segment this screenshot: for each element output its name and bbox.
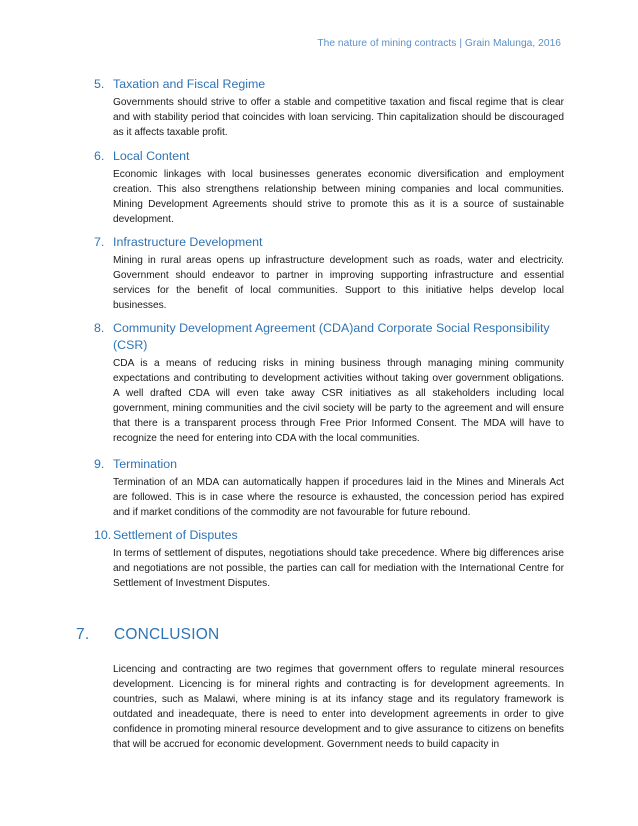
- section-heading-conclusion: [76, 626, 219, 644]
- item-title: Taxation and Fiscal Regime: [113, 77, 266, 91]
- list-item-infrastructure: [94, 234, 564, 313]
- item-title: Termination: [113, 457, 178, 471]
- item-number: 10.: [94, 528, 112, 542]
- section-number: 7.: [76, 626, 90, 643]
- list-item-local-content: [94, 148, 564, 227]
- item-title: Infrastructure Development: [113, 235, 263, 249]
- item-body: CDA is a means of reducing risks in mining business through managing mining community expectations and contributing to development activities without taking over government obligations. A well drafted CDA will even take away CSR initiatives as all stakeholders including local government, mining communities and the civil society will be party to the agreement and will ensure that there is a transparent process through Free Prior Informed Consent. The MDA will have to recognize the need for entering into CDA with the local communities.: [113, 358, 564, 444]
- section-title: CONCLUSION: [114, 626, 220, 643]
- list-item-disputes: [94, 527, 564, 591]
- item-number: 5.: [94, 77, 105, 91]
- item-title: Community Development Agreement (CDA)and Corporate Social Responsibility (CSR): [113, 321, 550, 352]
- item-heading: [94, 456, 564, 473]
- list-item-taxation: [94, 76, 564, 140]
- item-title: Settlement of Disputes: [113, 528, 238, 542]
- item-body: Termination of an MDA can automatically happen if procedures laid in the Mines and Minerals Act are followed. This is in case where the resource is exhausted, the concession period has expired and if market conditions of the commodity are not favourable for future rebound.: [113, 477, 564, 518]
- item-body: Economic linkages with local businesses generates economic diversification and employment creation. This also strengthens relationship between mining companies and local communities. Mining Development Agreements should strive to promote this as it is a source of sustainable development.: [113, 169, 564, 225]
- list-item-cda-csr: [94, 320, 564, 446]
- item-heading: [94, 527, 564, 544]
- conclusion-body: Licencing and contracting are two regimes that government offers to regulate mineral resources development. Licencing is for mineral rights and contracting is for development agreements. In countries, such as Malawi, where mining is at its infancy stage and its regulatory framework is outdated and ineadequate, there is need to enter into development agreements in order to give confidence in promoting mineral resource development and to give assurance to citizens on benefits that will be accrued for economic development. Government needs to build capacity in: [113, 664, 564, 750]
- item-heading: [94, 320, 564, 354]
- item-number: 8.: [94, 321, 105, 335]
- item-body: In terms of settlement of disputes, negotiations should take precedence. Where big differences arise and negotiations are not possible, the parties can call for mediation with the International Centre for Settlement of Investment Disputes.: [113, 548, 564, 589]
- item-heading: [94, 148, 564, 165]
- item-body: Governments should strive to offer a stable and competitive taxation and fiscal regime that is clear and with stability period that coincides with loan servicing. Thin capitalization should be discouraged as it affects taxable profit.: [113, 97, 564, 138]
- item-number: 6.: [94, 149, 105, 163]
- item-heading: [94, 234, 564, 251]
- item-number: 7.: [94, 235, 105, 249]
- item-body: Mining in rural areas opens up infrastructure development such as roads, water and electricity. Government should endeavor to partner in improving supporting infrastructure and essential services for the benefit of local communities. Support to this initiative helps develop local businesses.: [113, 255, 564, 311]
- page-header: The nature of mining contracts | Grain Malunga, 2016: [317, 38, 561, 49]
- list-item-termination: [94, 456, 564, 520]
- item-title: Local Content: [113, 149, 190, 163]
- item-number: 9.: [94, 457, 105, 471]
- item-heading: [94, 76, 564, 93]
